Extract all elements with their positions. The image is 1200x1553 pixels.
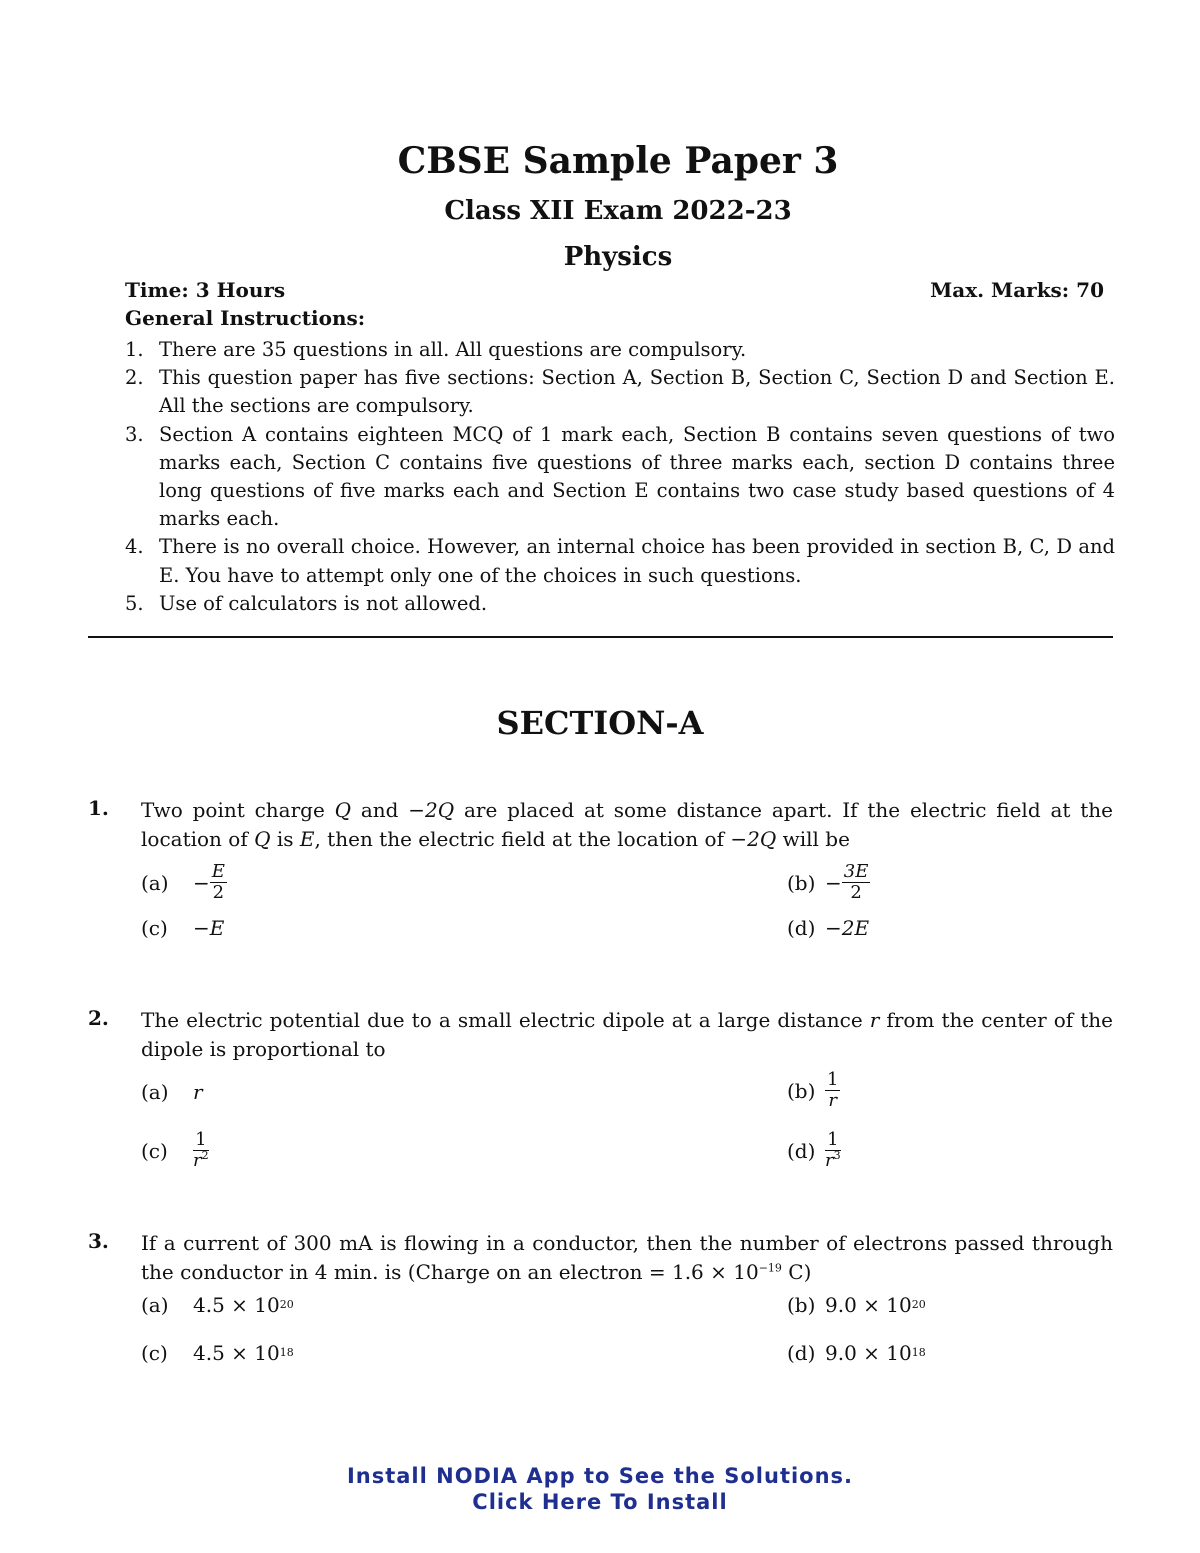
option-label: (d) — [787, 1138, 816, 1163]
option-label: (a) — [141, 1080, 169, 1104]
math-run: −2Q — [730, 826, 777, 851]
question-3 — [88, 1229, 1113, 1286]
instruction-item — [125, 421, 1115, 534]
exponent: −19 — [758, 1260, 782, 1274]
option-value: −E — [193, 916, 225, 940]
option-value: r — [193, 1080, 203, 1104]
text-run: are placed at some distance apart. If the electric field at the location of — [141, 798, 1113, 851]
fraction-numerator: 3E — [843, 861, 869, 882]
option-label: (c) — [141, 1138, 168, 1163]
option-label: (a) — [141, 870, 169, 895]
text-run: will be — [776, 826, 850, 851]
header-divider — [88, 636, 1113, 638]
question-number: 3. — [88, 1229, 109, 1253]
text-run: is — [270, 826, 300, 851]
text-run: and — [351, 798, 409, 822]
instruction-number: 4. — [125, 535, 144, 559]
question-number: 1. — [88, 796, 109, 820]
time-allowed: Time: 3 Hours — [125, 278, 286, 302]
option-2d[interactable] — [787, 1130, 841, 1171]
fraction-numerator: 1 — [827, 1069, 839, 1090]
option-value: 9.0 × 10 — [825, 1293, 912, 1317]
math-run: −2Q — [408, 798, 455, 822]
max-marks: Max. Marks: 70 — [930, 278, 1104, 302]
option-label: (d) — [787, 1341, 816, 1365]
instruction-text: Section A contains eighteen MCQ of 1 mark each, Section B contains seven questions of two marks each, Section C contains five questions of three marks each, section D contains three long questions of five marks each and Section E contains two case study based questions of 4 marks each. — [159, 422, 1115, 531]
option-3a[interactable]: (a) 4.5 × 10 20 — [141, 1293, 294, 1317]
math-run: Q — [334, 798, 352, 822]
fraction-denominator-group — [193, 1151, 209, 1171]
fraction-numerator: 1 — [195, 1129, 207, 1150]
option-value: 4.5 × 10 — [193, 1293, 280, 1317]
fraction-denominator: 2 — [212, 882, 225, 903]
option-label: (a) — [141, 1293, 169, 1317]
question-1 — [88, 796, 1113, 853]
option-1a[interactable] — [141, 862, 227, 903]
question-2 — [88, 1006, 1113, 1063]
instruction-text: This question paper has five sections: Section A, Section B, Section C, Section D and Section E. All the sections are compulsory. — [159, 366, 1115, 418]
option-value: −2E — [825, 916, 870, 940]
exponent: 3 — [833, 1149, 841, 1162]
math-run: E — [299, 826, 315, 851]
fraction — [825, 1130, 841, 1171]
paper-subject: Physics — [563, 242, 673, 272]
text-run: , then the electric field at the location of — [314, 826, 731, 851]
option-1b[interactable] — [787, 862, 870, 903]
fraction-denominator: r — [193, 1150, 202, 1171]
option-value: 4.5 × 10 — [193, 1341, 280, 1365]
question-number: 2. — [88, 1006, 109, 1030]
option-label: (b) — [787, 1293, 816, 1317]
click-to-install-link[interactable]: Click Here To Install — [472, 1490, 728, 1514]
option-label: (c) — [141, 1341, 168, 1365]
option-1c[interactable] — [141, 916, 224, 940]
option-label: (c) — [141, 916, 168, 940]
instruction-item — [125, 336, 1115, 364]
option-2a[interactable] — [141, 1080, 203, 1104]
fraction — [193, 1130, 209, 1171]
paper-title: CBSE Sample Paper 3 — [397, 140, 839, 182]
question-text — [141, 796, 1113, 853]
instruction-item — [125, 533, 1115, 589]
instruction-number: 5. — [125, 591, 144, 615]
math-run: r — [869, 1008, 880, 1032]
instructions-list — [125, 336, 1115, 618]
option-sign: − — [193, 870, 210, 895]
paper-subtitle: Class XII Exam 2022-23 — [444, 196, 792, 226]
fraction-denominator: r — [828, 1090, 838, 1111]
option-1d[interactable] — [787, 916, 869, 940]
option-3d[interactable]: (d) 9.0 × 10 18 — [787, 1341, 926, 1365]
option-value: 9.0 × 10 — [825, 1341, 912, 1365]
text-run: The electric potential due to a small electric dipole at a large distance — [141, 1008, 870, 1032]
option-label: (b) — [787, 1078, 816, 1103]
text-run: from the center of the dipole is proportional to — [141, 1008, 1113, 1061]
fraction-numerator: 1 — [827, 1129, 839, 1150]
math-run: Q — [254, 826, 271, 851]
text-run: Two point charge — [141, 798, 335, 822]
instruction-number: 3. — [125, 422, 144, 446]
fraction-numerator: E — [211, 861, 225, 882]
instruction-number: 1. — [125, 338, 144, 361]
option-label: (d) — [787, 916, 816, 940]
text-run: C) — [781, 1259, 812, 1284]
fraction — [842, 862, 871, 903]
fraction — [825, 1070, 840, 1111]
option-2b[interactable] — [787, 1070, 840, 1111]
option-3b[interactable]: (b) 9.0 × 10 20 — [787, 1293, 926, 1317]
general-instructions-heading: General Instructions: — [125, 306, 366, 330]
option-3c[interactable]: (c) 4.5 × 10 18 — [141, 1341, 294, 1365]
instruction-text: Use of calculators is not allowed. — [159, 591, 488, 615]
option-sign: − — [825, 870, 842, 895]
instruction-item — [125, 364, 1115, 420]
text-run: If a current of 300 mA is flowing in a conductor, then the number of electrons passed through the conductor in 4 min. is (Charge on an electron = 1.6 × 10 — [141, 1231, 1113, 1284]
fraction — [210, 862, 227, 903]
instruction-number: 2. — [125, 366, 144, 390]
exponent: 2 — [201, 1149, 209, 1162]
section-title: SECTION-A — [496, 704, 704, 742]
instruction-item — [125, 590, 1115, 618]
instruction-text: There are 35 questions in all. All questions are compulsory. — [159, 338, 747, 361]
install-app-link[interactable]: Install NODIA App to See the Solutions. — [346, 1464, 854, 1488]
instruction-text: There is no overall choice. However, an internal choice has been provided in section B, C, D and E. You have to attempt only one of the choices in such questions. — [159, 535, 1115, 587]
fraction-denominator-group — [825, 1151, 841, 1171]
fraction-denominator: r — [825, 1150, 834, 1171]
option-label: (b) — [787, 870, 816, 895]
question-text — [141, 1229, 1113, 1286]
option-2c[interactable] — [141, 1130, 209, 1171]
fraction-denominator: 2 — [850, 882, 862, 903]
question-text — [141, 1006, 1113, 1063]
